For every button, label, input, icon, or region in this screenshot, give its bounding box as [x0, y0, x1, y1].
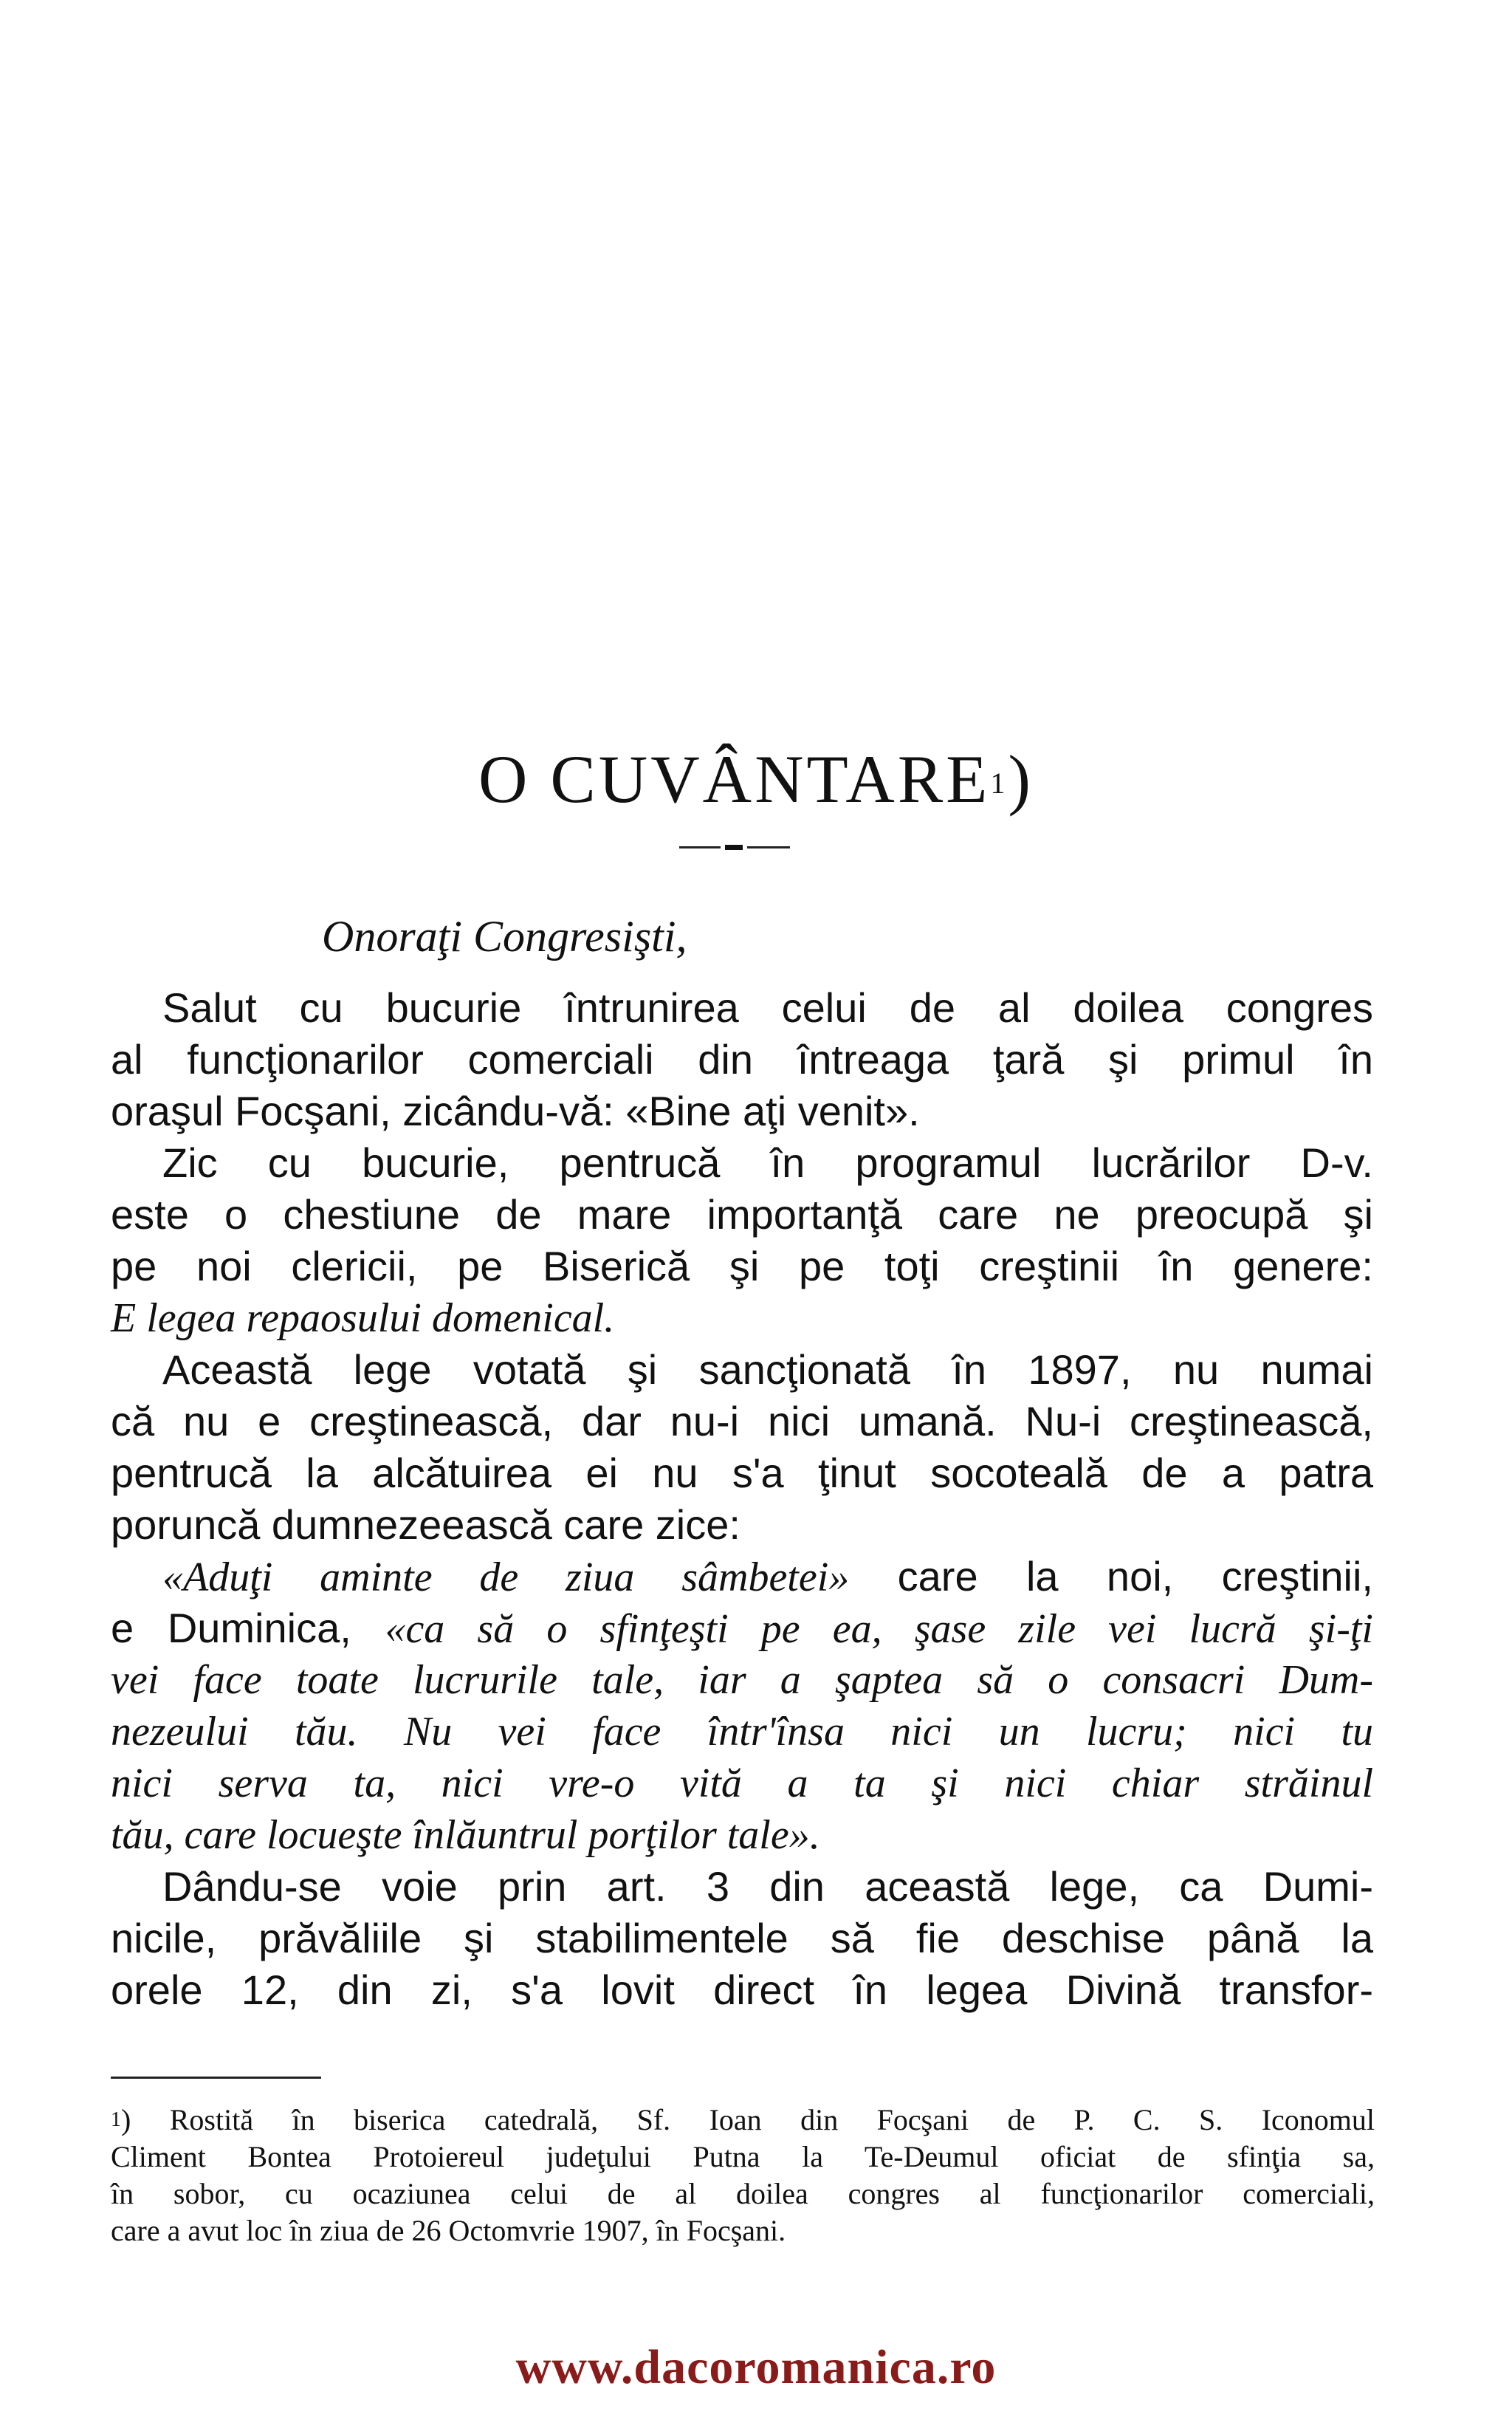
- footnote-line: în sobor, cu ocaziunea celui de al doilea congres al funcţionarilor comerciali,: [111, 2177, 1375, 2210]
- commandment-line: [111, 1551, 1373, 1602]
- watermark: www.dacoromanica.ro: [515, 2340, 997, 2394]
- ornament-dash-left: [679, 846, 721, 848]
- body-line: oraşul Focşani, zicându-vă: «Bine aţi venit».: [111, 1088, 920, 1134]
- footnote: [111, 2102, 1375, 2249]
- body-line: că nu e creştinească, dar nu-i nici umană. Nu-i creştinească,: [111, 1398, 1373, 1444]
- commandment-line: [111, 1602, 1373, 1654]
- footnote-text: ) Rostită în biserica catedrală, Sf. Ioan din Focşani de P. C. S. Iconomul: [121, 2103, 1375, 2136]
- ornament-dash-right: [747, 846, 790, 848]
- body-line: orele 12, din zi, s'a lovit direct în legea Divină transfor-: [111, 1967, 1373, 2013]
- body-line: Dându-se voie prin art. 3 din această lege, ca Dumi-: [162, 1863, 1373, 1910]
- title-footnote-marker: 1: [990, 767, 1008, 800]
- salutation: Onoraţi Congresişti,: [322, 912, 687, 961]
- ornament-center-mark: [725, 845, 743, 850]
- body-text: [111, 982, 1373, 2016]
- footnote-line: Climent Bontea Protoiereul judeţului Putna la Te-Deumul oficiat de sfinţia sa,: [111, 2140, 1375, 2173]
- body-line: poruncă dumnezeească care zice:: [111, 1501, 740, 1548]
- footnote-divider: [111, 2077, 321, 2079]
- commandment-line: tău, care locueşte înlăuntrul porţilor tale».: [111, 1812, 820, 1858]
- body-line: Această lege votată şi sancţionată în 1897, nu numai: [162, 1346, 1373, 1393]
- title-paren: ): [1008, 741, 1034, 817]
- body-line: este o chestiune de mare importanţă care ne preocupă şi: [111, 1191, 1373, 1238]
- commandment-quote: «ca să o sfinţeşti pe ea, şase zile vei lucră şi-ţi: [385, 1606, 1373, 1652]
- commandment-quote-start: «Aduţi aminte de ziua sâmbetei»: [162, 1554, 850, 1600]
- body-line-italic: E legea repaosului domenical.: [111, 1295, 615, 1341]
- footnote-marker: 1: [111, 2108, 121, 2131]
- commandment-text: e Duminica,: [111, 1605, 385, 1651]
- commandment-line: nezeului tău. Nu vei face într'însa nici un lucru; nici tu: [111, 1709, 1373, 1755]
- title-ornament: [679, 845, 790, 849]
- body-line: al funcţionarilor comerciali din întreaga ţară şi primul în: [111, 1036, 1373, 1083]
- footnote-line: care a avut loc în ziua de 26 Octomvrie 1907, în Focşani.: [111, 2214, 786, 2247]
- footnote-line: [111, 2102, 1375, 2139]
- commandment-line: nici serva ta, nici vre-o vită a ta şi nici chiar străinul: [111, 1760, 1373, 1806]
- page-title: [0, 738, 1512, 820]
- body-line: pe noi clericii, pe Biserică şi pe toţi creştinii în genere:: [111, 1243, 1373, 1289]
- commandment-text: care la noi, creştinii,: [849, 1553, 1373, 1599]
- body-line: nicile, prăvăliile şi stabilimentele să fie deschise până la: [111, 1915, 1373, 1961]
- body-line: Salut cu bucurie întrunirea celui de al doilea congres: [162, 984, 1373, 1031]
- body-line: Zic cu bucurie, pentrucă în programul lucrărilor D-v.: [162, 1139, 1373, 1186]
- title-text: O CUVÂNTARE: [478, 741, 991, 817]
- commandment-line: vei face toate lucrurile tale, iar a şaptea să o consacri Dum-: [111, 1657, 1373, 1703]
- body-line: pentrucă la alcătuirea ei nu s'a ţinut socoteală de a patra: [111, 1450, 1373, 1496]
